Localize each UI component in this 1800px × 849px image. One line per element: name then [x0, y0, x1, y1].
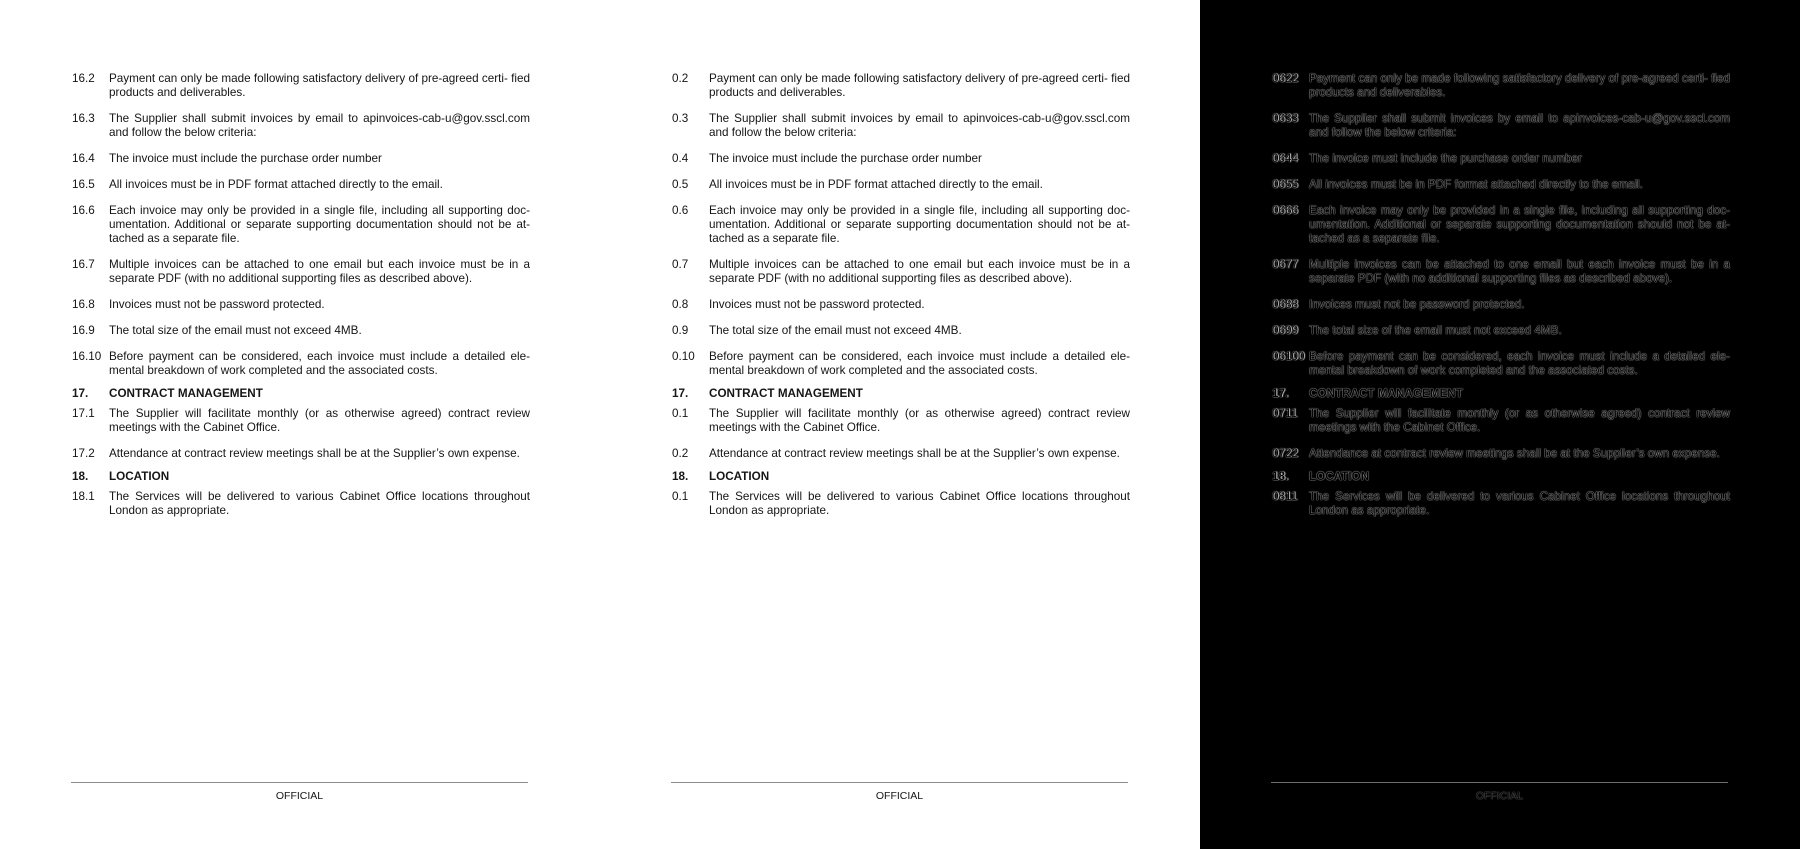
clause-number: 0.1: [672, 490, 689, 503]
clause-number: 0722: [1272, 447, 1299, 460]
clause-item: [672, 447, 1130, 461]
footer-divider: [1271, 782, 1728, 783]
clause-item: [72, 112, 530, 140]
clause-item: [1272, 407, 1730, 435]
clause-item: [1272, 298, 1730, 312]
clause-text: The Supplier shall submit invoices by email to apinvoices-cab-u@gov.sscl.com and follow the below criteria:: [1309, 112, 1730, 139]
clause-number: 16.7: [72, 258, 95, 271]
clause-item: [672, 407, 1130, 435]
clause-text: Each invoice may only be provided in a single file, including all supporting doc- umentation. Additional or separate supporting documentation should not be at- tached as a separate file.: [709, 204, 1130, 245]
clause-text: The Supplier shall submit invoices by email to apinvoices-cab-u@gov.sscl.com and follow the below criteria:: [109, 112, 530, 139]
clause-text: Each invoice may only be provided in a single file, including all supporting doc- umentation. Additional or separate supporting documentation should not be at- tached as a separate file.: [1309, 204, 1730, 245]
clause-item: [1272, 324, 1730, 338]
document-page-original: [0, 0, 600, 849]
section-number: 18.: [72, 470, 89, 483]
clause-number: 16.4: [72, 152, 95, 165]
section-heading: [672, 470, 1130, 484]
document-page-renumbered: [600, 0, 1200, 849]
clause-number: 0711: [1272, 407, 1298, 420]
clause-text: The Supplier shall submit invoices by email to apinvoices-cab-u@gov.sscl.com and follow the below criteria:: [709, 112, 1130, 139]
clause-text: The Services will be delivered to various Cabinet Office locations throughout London as appropriate.: [1309, 490, 1730, 517]
clause-number: 17.1: [72, 407, 95, 420]
section-title: CONTRACT MANAGEMENT: [109, 387, 263, 400]
clause-number: 16.10: [72, 350, 102, 363]
clause-item: [672, 298, 1130, 312]
clause-item: [72, 258, 530, 286]
clause-item: [1272, 447, 1730, 461]
clause-text: Invoices must not be password protected.: [1309, 298, 1525, 311]
clause-number: 17.2: [72, 447, 95, 460]
clause-item: [672, 258, 1130, 286]
clause-number: 16.5: [72, 178, 95, 191]
clause-number: 0.1: [672, 407, 689, 420]
clause-text: Before payment can be considered, each invoice must include a detailed ele- mental breakdown of work completed and the associated costs.: [1309, 350, 1730, 377]
clause-text: Attendance at contract review meetings shall be at the Supplier’s own expense.: [109, 447, 520, 460]
clause-item: [672, 350, 1130, 378]
clause-number: 0688: [1272, 298, 1299, 311]
section-title: CONTRACT MANAGEMENT: [709, 387, 863, 400]
clause-list: [72, 72, 530, 530]
section-heading: [72, 470, 530, 484]
clause-item: [72, 72, 530, 100]
clause-number: 16.6: [72, 204, 95, 217]
clause-text: Each invoice may only be provided in a single file, including all supporting doc- umentation. Additional or separate supporting documentation should not be at- tached as a separate file.: [109, 204, 530, 245]
clause-number: 0.10: [672, 350, 695, 363]
clause-list: [1272, 72, 1730, 530]
clause-item: [72, 324, 530, 338]
clause-text: Multiple invoices can be attached to one email but each invoice must be in a separate PDF (with no additional supporting files as described above).: [709, 258, 1130, 285]
clause-text: The invoice must include the purchase order number: [1309, 152, 1582, 165]
clause-text: Payment can only be made following satisfactory delivery of pre-agreed certi- fied products and deliverables.: [109, 72, 530, 99]
clause-number: 0.2: [672, 72, 689, 85]
clause-text: The Services will be delivered to various Cabinet Office locations throughout London as appropriate.: [709, 490, 1130, 517]
clause-text: Before payment can be considered, each invoice must include a detailed ele- mental breakdown of work completed and the associated costs.: [709, 350, 1130, 377]
clause-number: 0633: [1272, 112, 1299, 125]
clause-item: [672, 490, 1130, 518]
document-page-inverted: [1200, 0, 1800, 849]
footer-divider: [671, 782, 1128, 783]
section-number: 17.: [72, 387, 89, 400]
clause-text: The Supplier will facilitate monthly (or as otherwise agreed) contract review meetings with the Cabinet Office.: [709, 407, 1130, 434]
clause-item: [72, 490, 530, 518]
clause-item: [72, 152, 530, 166]
clause-item: [72, 204, 530, 246]
clause-text: Invoices must not be password protected.: [109, 298, 325, 311]
clause-text: The Supplier will facilitate monthly (or as otherwise agreed) contract review meetings with the Cabinet Office.: [109, 407, 530, 434]
clause-number: 0.3: [672, 112, 689, 125]
clause-number: 16.2: [72, 72, 95, 85]
clause-text: The invoice must include the purchase order number: [109, 152, 382, 165]
clause-number: 0677: [1272, 258, 1299, 271]
clause-item: [672, 324, 1130, 338]
clause-number: 0.4: [672, 152, 689, 165]
section-heading: [1272, 470, 1730, 484]
clause-number: 0.5: [672, 178, 689, 191]
footer-divider: [71, 782, 528, 783]
clause-text: The total size of the email must not exceed 4MB.: [109, 324, 362, 337]
clause-item: [1272, 72, 1730, 100]
clause-number: 0644: [1272, 152, 1299, 165]
section-number: 18.: [1272, 470, 1289, 483]
clause-text: Attendance at contract review meetings shall be at the Supplier’s own expense.: [1309, 447, 1720, 460]
clause-item: [1272, 112, 1730, 140]
clause-number: 0.8: [672, 298, 689, 311]
clause-text: The total size of the email must not exceed 4MB.: [1309, 324, 1562, 337]
footer-label: OFFICIAL: [875, 790, 924, 802]
clause-text: Multiple invoices can be attached to one email but each invoice must be in a separate PDF (with no additional supporting files as described above).: [1309, 258, 1730, 285]
section-title: CONTRACT MANAGEMENT: [1309, 387, 1463, 400]
clause-text: Invoices must not be password protected.: [709, 298, 925, 311]
clause-number: 0811: [1272, 490, 1298, 503]
clause-text: All invoices must be in PDF format attached directly to the email.: [109, 178, 443, 191]
clause-number: 16.8: [72, 298, 95, 311]
clause-number: 0622: [1272, 72, 1299, 85]
clause-text: The total size of the email must not exceed 4MB.: [709, 324, 962, 337]
clause-text: All invoices must be in PDF format attached directly to the email.: [709, 178, 1043, 191]
section-number: 17.: [672, 387, 689, 400]
clause-text: Multiple invoices can be attached to one email but each invoice must be in a separate PDF (with no additional supporting files as described above).: [109, 258, 530, 285]
clause-text: Payment can only be made following satisfactory delivery of pre-agreed certi- fied products and deliverables.: [1309, 72, 1730, 99]
clause-number: 0.6: [672, 204, 689, 217]
clause-text: Attendance at contract review meetings shall be at the Supplier’s own expense.: [709, 447, 1120, 460]
section-number: 17.: [1272, 387, 1289, 400]
clause-item: [1272, 152, 1730, 166]
clause-number: 18.1: [72, 490, 95, 503]
clause-number: 0699: [1272, 324, 1299, 337]
footer-label: OFFICIAL: [275, 790, 324, 802]
clause-item: [672, 72, 1130, 100]
section-heading: [72, 387, 530, 401]
clause-number: 0.2: [672, 447, 689, 460]
clause-item: [72, 298, 530, 312]
clause-item: [1272, 178, 1730, 192]
clause-number: 0666: [1272, 204, 1299, 217]
clause-item: [1272, 490, 1730, 518]
clause-text: The Services will be delivered to various Cabinet Office locations throughout London as appropriate.: [109, 490, 530, 517]
section-title: LOCATION: [709, 470, 770, 483]
clause-item: [72, 447, 530, 461]
clause-number: 16.3: [72, 112, 95, 125]
clause-item: [672, 204, 1130, 246]
clause-number: 16.9: [72, 324, 95, 337]
clause-text: Before payment can be considered, each invoice must include a detailed ele- mental breakdown of work completed and the associated costs.: [109, 350, 530, 377]
clause-item: [72, 178, 530, 192]
clause-text: The invoice must include the purchase order number: [709, 152, 982, 165]
clause-item: [1272, 204, 1730, 246]
clause-text: All invoices must be in PDF format attached directly to the email.: [1309, 178, 1643, 191]
clause-number: 0.7: [672, 258, 689, 271]
clause-item: [1272, 350, 1730, 378]
clause-text: The Supplier will facilitate monthly (or as otherwise agreed) contract review meetings with the Cabinet Office.: [1309, 407, 1730, 434]
clause-item: [72, 350, 530, 378]
clause-number: 0.9: [672, 324, 689, 337]
section-number: 18.: [672, 470, 689, 483]
section-heading: [672, 387, 1130, 401]
clause-text: Payment can only be made following satisfactory delivery of pre-agreed certi- fied products and deliverables.: [709, 72, 1130, 99]
clause-item: [72, 407, 530, 435]
clause-item: [672, 152, 1130, 166]
section-title: LOCATION: [109, 470, 170, 483]
clause-number: 06100: [1272, 350, 1305, 363]
clause-list: [672, 72, 1130, 530]
clause-item: [672, 112, 1130, 140]
clause-number: 0655: [1272, 178, 1299, 191]
clause-item: [1272, 258, 1730, 286]
clause-item: [672, 178, 1130, 192]
footer-label: OFFICIAL: [1475, 790, 1524, 802]
section-heading: [1272, 387, 1730, 401]
section-title: LOCATION: [1309, 470, 1370, 483]
